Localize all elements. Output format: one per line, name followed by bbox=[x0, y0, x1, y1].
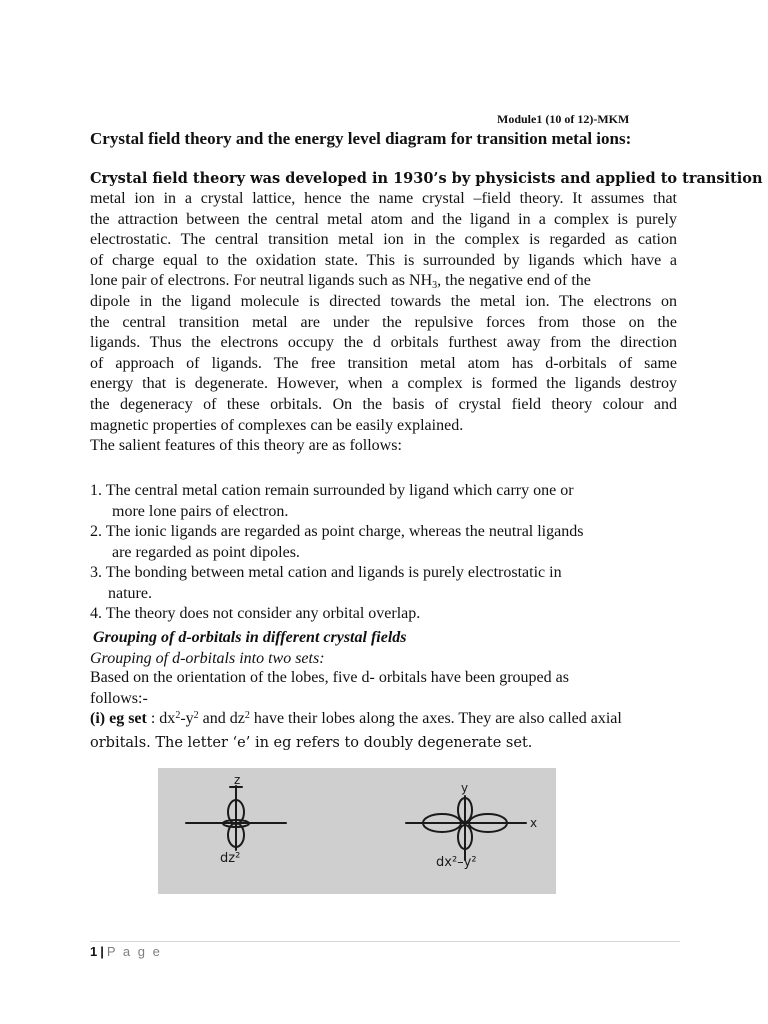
superscript: 2 bbox=[244, 710, 250, 721]
page-number: 1 bbox=[90, 944, 98, 959]
axis-z-label: z bbox=[234, 773, 241, 787]
intro-lead-line: Crystal field theory was developed in 1930’s by physicists and applied to transition bbox=[90, 170, 763, 187]
intro-line-tail: , the negative end of the bbox=[437, 272, 591, 290]
intro-line-text: lone pair of electrons. For neutral ligands such as NH bbox=[90, 272, 433, 290]
axis-x-label: x bbox=[530, 816, 538, 830]
dx2-y2-orbital bbox=[406, 796, 526, 860]
intro-line: energy that is degenerate. However, when a complex is formed the ligands destroy bbox=[90, 375, 677, 393]
dz2-label: dz² bbox=[220, 851, 241, 866]
list-item: 4. The theory does not consider any orbital overlap. bbox=[90, 605, 421, 622]
eg-set-label: (i) eg set bbox=[90, 710, 147, 727]
intro-line: metal ion in a crystal lattice, hence the name crystal –field theory. It assumes that bbox=[90, 190, 677, 207]
module-reference: Module1 (10 of 12)-MKM bbox=[497, 112, 630, 126]
salient-intro: The salient features of this theory are as follows: bbox=[90, 437, 402, 455]
intro-line: of approach of ligands. The free transition metal atom has d-orbitals of same bbox=[90, 354, 677, 372]
eg-text: -y bbox=[180, 710, 194, 727]
footer-divider bbox=[90, 941, 680, 942]
intro-line: electrostatic. The central transition metal ion in the complex is regarded as cation bbox=[90, 231, 677, 249]
list-item-continuation: more lone pairs of electron. bbox=[112, 502, 289, 520]
eg-text: have their lobes along the axes. They are also called axial bbox=[249, 710, 622, 727]
intro-line: the central transition metal are under the repulsive forces from those on the bbox=[90, 313, 677, 331]
section-subheading: Grouping of d-orbitals into two sets: bbox=[90, 650, 325, 667]
orbital-diagram bbox=[158, 768, 556, 894]
intro-line: the degeneracy of these orbitals. On the basis of crystal field theory colour and bbox=[90, 396, 677, 413]
eg-orbitals-line: orbitals. The letter ‘e’ in eg refers to doubly degenerate set. bbox=[90, 735, 533, 751]
grouping-text: follows:- bbox=[90, 689, 148, 707]
orbital-figure bbox=[158, 768, 556, 894]
list-item: 3. The bonding between metal cation and ligands is purely electrostatic in bbox=[90, 564, 562, 581]
intro-line-nh3 bbox=[90, 271, 677, 292]
dx2-y2-label: dx²–y² bbox=[436, 855, 477, 870]
intro-line: dipole in the ligand molecule is directed towards the metal ion. The electrons on bbox=[90, 293, 677, 310]
page-label: P a g e bbox=[106, 944, 162, 959]
list-item-continuation: are regarded as point dipoles. bbox=[112, 543, 300, 561]
eg-set-line bbox=[90, 709, 677, 730]
eg-text: : dx bbox=[146, 710, 176, 727]
eg-text: and dz bbox=[198, 710, 245, 727]
superscript: 2 bbox=[193, 710, 199, 721]
section-heading: Grouping of d-orbitals in different crystal fields bbox=[93, 629, 407, 646]
intro-line: of charge equal to the oxidation state. This is surrounded by ligands which have a bbox=[90, 251, 677, 269]
intro-line: magnetic properties of complexes can be easily explained. bbox=[90, 416, 464, 434]
grouping-text: Based on the orientation of the lobes, five d- orbitals have been grouped as bbox=[90, 669, 569, 686]
axis-y-label: y bbox=[461, 781, 469, 795]
dz2-orbital bbox=[186, 786, 286, 850]
nh3-subscript: 3 bbox=[432, 280, 438, 292]
superscript: 2 bbox=[175, 710, 181, 721]
list-item-continuation: nature. bbox=[108, 584, 152, 602]
footer-separator: | bbox=[100, 944, 104, 959]
list-item: 2. The ionic ligands are regarded as point charge, whereas the neutral ligands bbox=[90, 523, 584, 540]
intro-line: the attraction between the central metal atom and the ligand in a complex is purely bbox=[90, 210, 677, 228]
intro-line: ligands. Thus the electrons occupy the d orbitals furthest away from the direction bbox=[90, 334, 677, 352]
page-footer bbox=[90, 944, 162, 959]
page-title: Crystal field theory and the energy level diagram for transition metal ions: bbox=[90, 129, 632, 148]
list-item: 1. The central metal cation remain surrounded by ligand which carry one or bbox=[90, 482, 574, 499]
